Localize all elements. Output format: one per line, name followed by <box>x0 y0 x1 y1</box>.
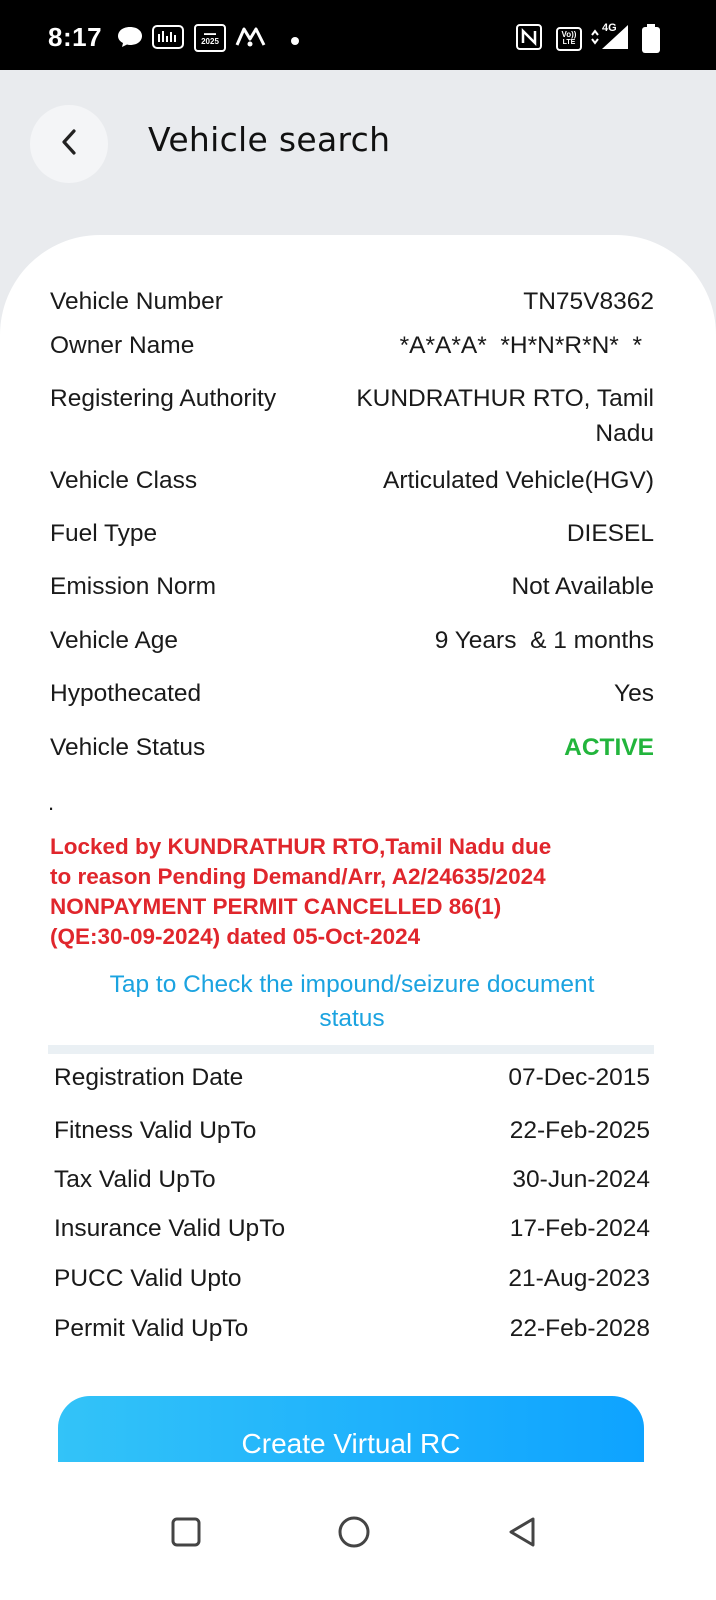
detail-value: Not Available <box>511 573 654 600</box>
page-title: Vehicle search <box>148 120 391 159</box>
impound-link-text: Tap to Check the impound/seizure document <box>109 971 595 998</box>
impound-link-text: status <box>319 1005 385 1032</box>
calendar-icon: ▬▬ 2025 <box>194 24 226 52</box>
detail-value: KUNDRATHUR RTO, Tamil <box>356 385 654 412</box>
detail-value: TN75V8362 <box>523 288 654 315</box>
section-divider <box>48 1045 654 1054</box>
lock-message-line: Locked by KUNDRATHUR RTO,Tamil Nadu due <box>50 834 552 859</box>
detail-label: Emission Norm <box>50 573 217 600</box>
detail-label: Hypothecated <box>50 680 202 707</box>
validity-label: Tax Valid UpTo <box>54 1166 216 1193</box>
validity-value: 30-Jun-2024 <box>512 1166 650 1193</box>
detail-value: 9 Years & 1 months <box>434 627 654 654</box>
status-bar <box>0 0 716 70</box>
detail-label: Vehicle Status <box>50 734 206 761</box>
lock-message-line: NONPAYMENT PERMIT CANCELLED 86(1) <box>50 894 502 919</box>
detail-value-continued: Nadu <box>595 420 654 447</box>
chart-icon <box>152 25 184 49</box>
validity-value: 07-Dec-2015 <box>508 1064 650 1091</box>
validity-value: 22-Feb-2028 <box>509 1315 650 1342</box>
network-type-label: 4G <box>602 22 617 34</box>
validity-value: 21-Aug-2023 <box>508 1265 650 1292</box>
validity-label: Permit Valid UpTo <box>54 1315 249 1342</box>
chevron-left-icon <box>58 127 80 162</box>
detail-value: Yes <box>614 680 654 707</box>
validity-label: Insurance Valid UpTo <box>54 1215 286 1242</box>
home-circle-icon[interactable] <box>334 1512 374 1552</box>
create-virtual-rc-button[interactable]: Create Virtual RC <box>58 1396 644 1466</box>
detail-value: *A*A*A* *H*N*R*N* * <box>399 332 642 359</box>
lock-message-line: to reason Pending Demand/Arr, A2/24635/2024 <box>50 864 546 889</box>
impound-status-link[interactable] <box>50 968 654 1036</box>
detail-label: Vehicle Age <box>50 627 179 654</box>
detail-label: Owner Name <box>50 332 195 359</box>
lock-message <box>50 832 610 952</box>
detail-label: Registering Authority <box>50 385 277 412</box>
detail-label: Vehicle Class <box>50 467 198 494</box>
validity-value: 22-Feb-2025 <box>509 1117 650 1144</box>
nfc-icon <box>515 25 543 49</box>
calendar-year: 2025 <box>201 37 219 46</box>
lock-message-line: (QE:30-09-2024) dated 05-Oct-2024 <box>50 924 421 949</box>
battery-icon <box>640 24 662 54</box>
validity-value: 17-Feb-2024 <box>509 1215 650 1242</box>
separator-dot: . <box>48 790 55 815</box>
app-icon <box>234 25 268 49</box>
back-triangle-icon[interactable] <box>502 1512 542 1552</box>
status-time: 8:17 <box>48 22 103 52</box>
back-button[interactable] <box>30 105 108 183</box>
detail-label: Fuel Type <box>50 520 158 547</box>
recents-square-icon[interactable] <box>166 1512 206 1552</box>
notification-dot-icon <box>291 37 299 45</box>
validity-label: Fitness Valid UpTo <box>54 1117 257 1144</box>
volte-icon: Vo)) LTE <box>556 27 582 51</box>
chat-bubble-icon <box>115 25 145 49</box>
status-badge: ACTIVE <box>564 734 654 761</box>
detail-row-registering-authority <box>50 385 654 455</box>
detail-label: Vehicle Number <box>50 288 223 315</box>
validity-label: Registration Date <box>54 1064 244 1091</box>
validity-label: PUCC Valid Upto <box>54 1265 242 1292</box>
detail-value: DIESEL <box>566 520 654 547</box>
detail-value: Articulated Vehicle(HGV) <box>383 467 654 494</box>
system-nav-bar <box>0 1462 716 1600</box>
